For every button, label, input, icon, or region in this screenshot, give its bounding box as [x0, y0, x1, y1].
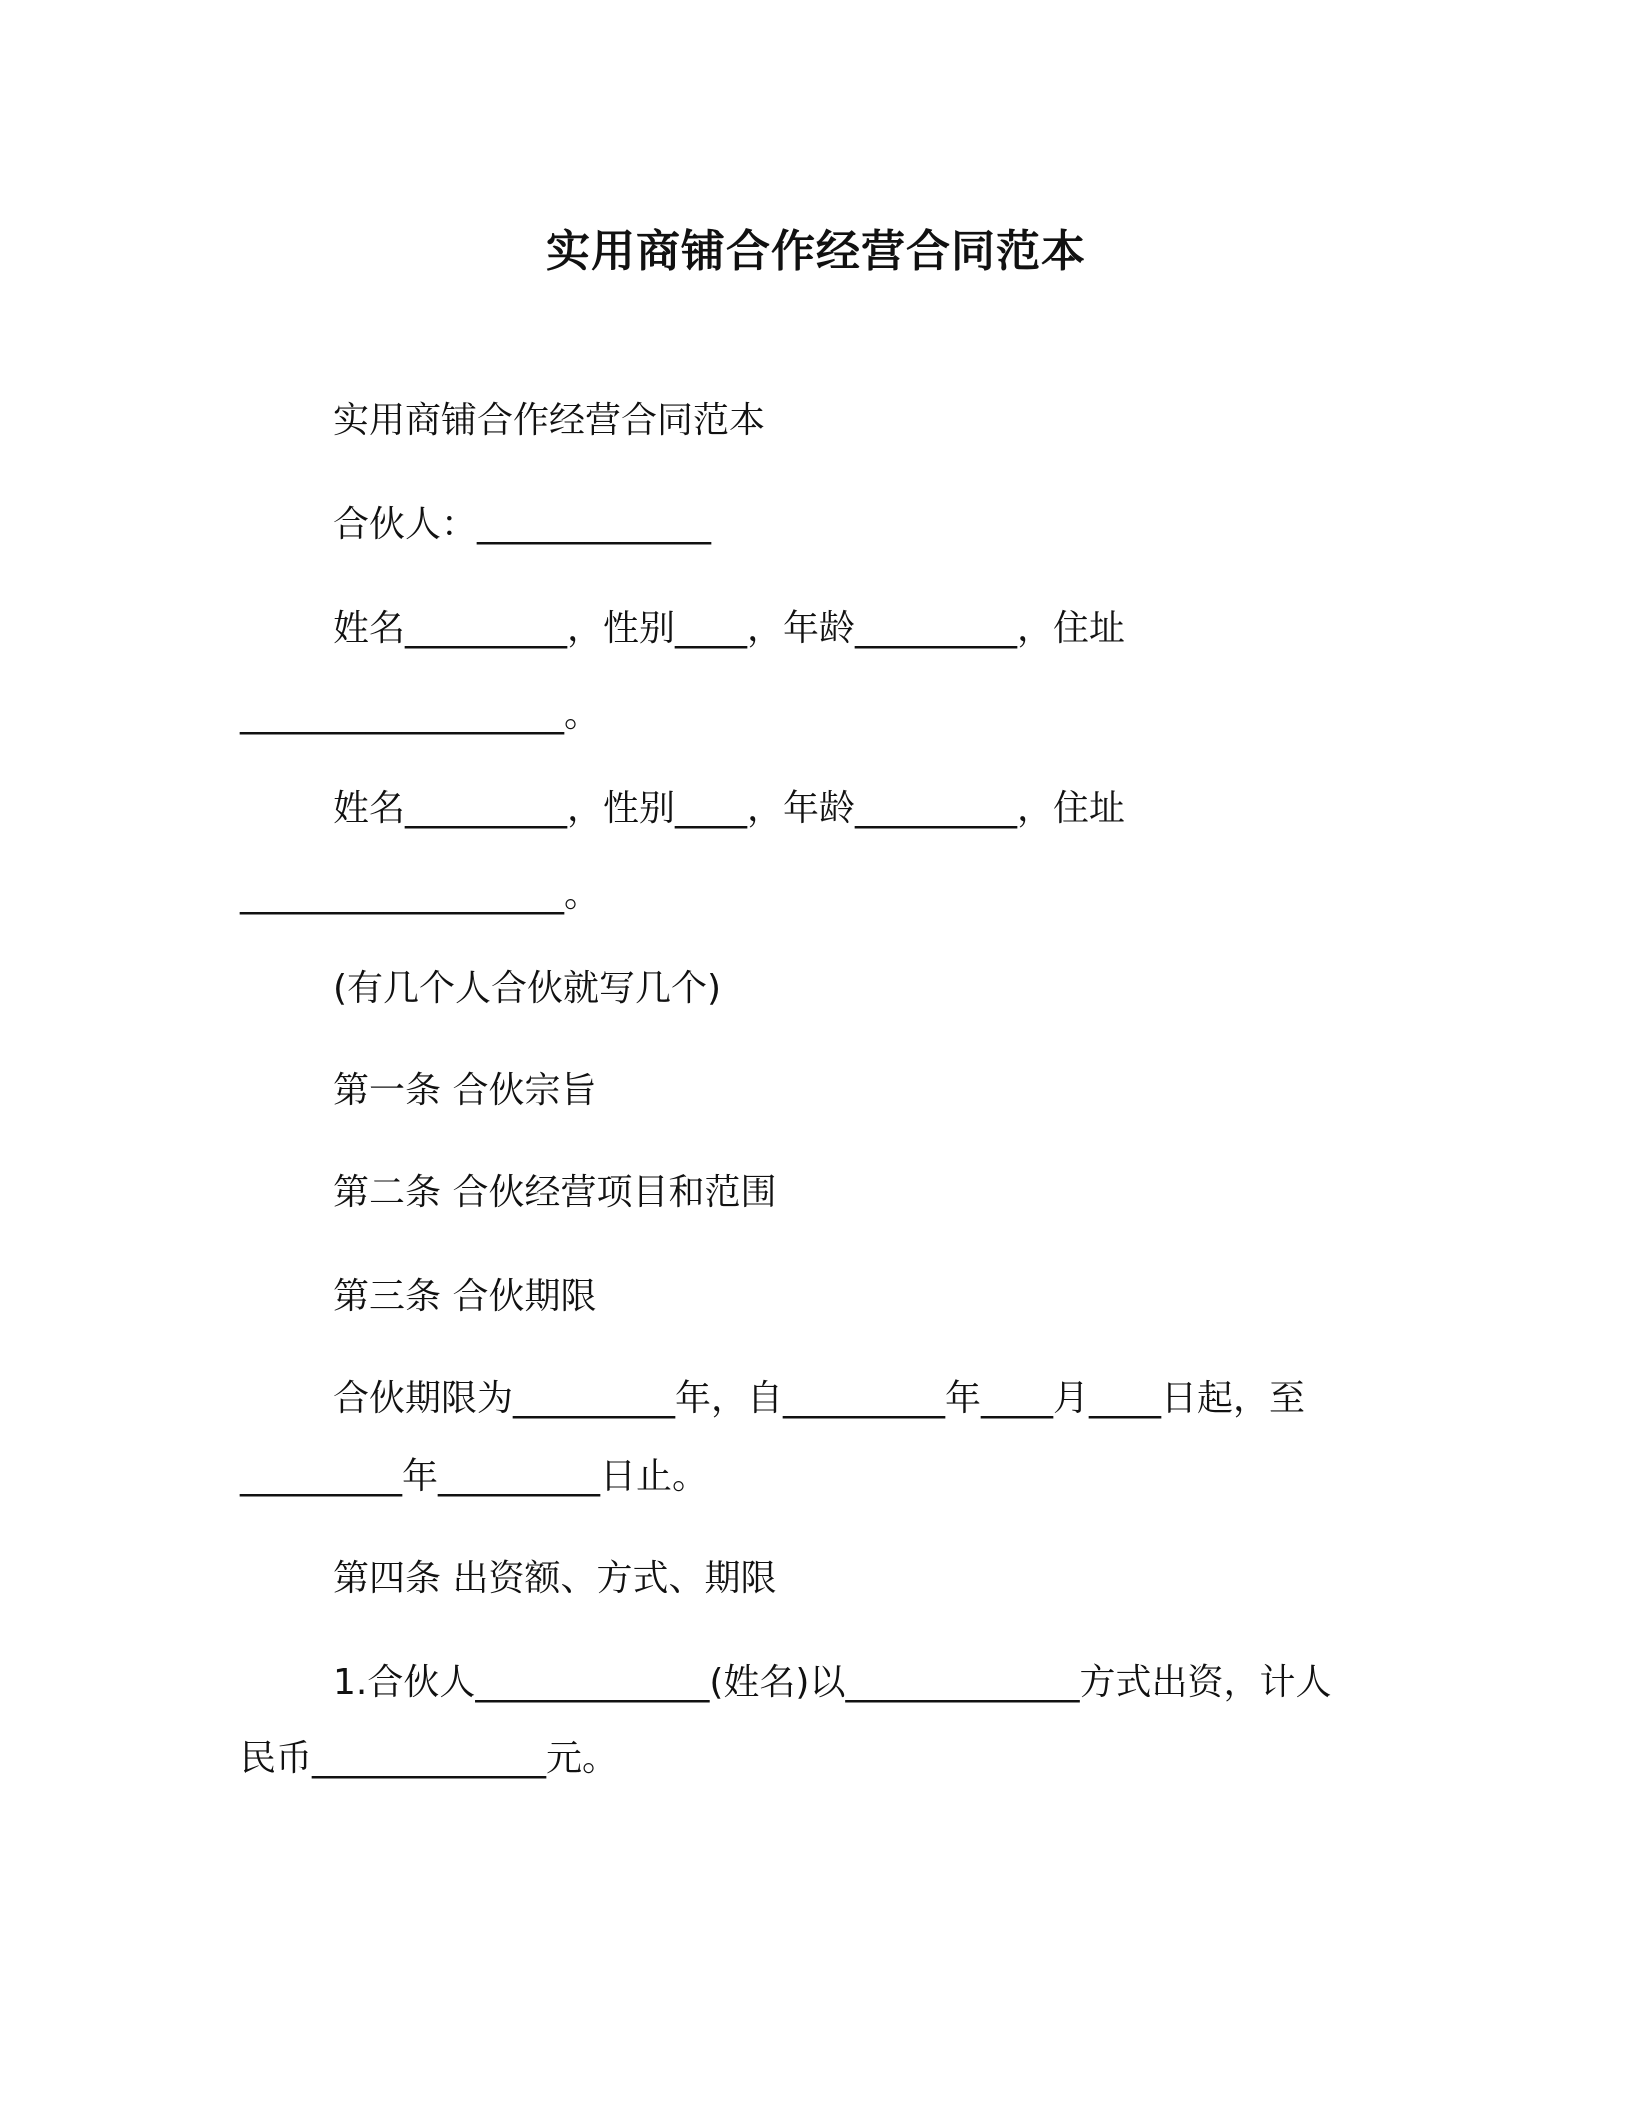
partner-2-info-line: 姓名_________，性别____，年龄_________，住址: [333, 788, 1126, 829]
contribution-amount-line: 民币_____________元。: [240, 1738, 619, 1779]
article-2-heading: 第二条 合伙经营项目和范围: [333, 1172, 777, 1213]
article-1-heading: 第一条 合伙宗旨: [333, 1070, 597, 1111]
contribution-line: 1.合伙人_____________(姓名)以_____________方式出资，计人: [333, 1662, 1332, 1703]
term-end-line: _________年_________日止。: [240, 1456, 709, 1497]
note-line: (有几个人合伙就写几个): [333, 968, 722, 1009]
article-3-heading: 第三条 合伙期限: [333, 1276, 597, 1317]
partner-1-info-line: 姓名_________，性别____，年龄_________，住址: [333, 608, 1126, 649]
partner-line: 合伙人：_____________: [333, 504, 712, 545]
partner-1-address-line: __________________。: [240, 694, 600, 735]
document-title: 实用商铺合作经营合同范本: [546, 226, 1086, 277]
subtitle-line: 实用商铺合作经营合同范本: [333, 400, 766, 441]
partner-2-address-line: __________________。: [240, 874, 600, 915]
term-line: 合伙期限为_________年，自_________年____月____日起，至: [333, 1378, 1306, 1419]
article-4-heading: 第四条 出资额、方式、期限: [333, 1558, 777, 1599]
